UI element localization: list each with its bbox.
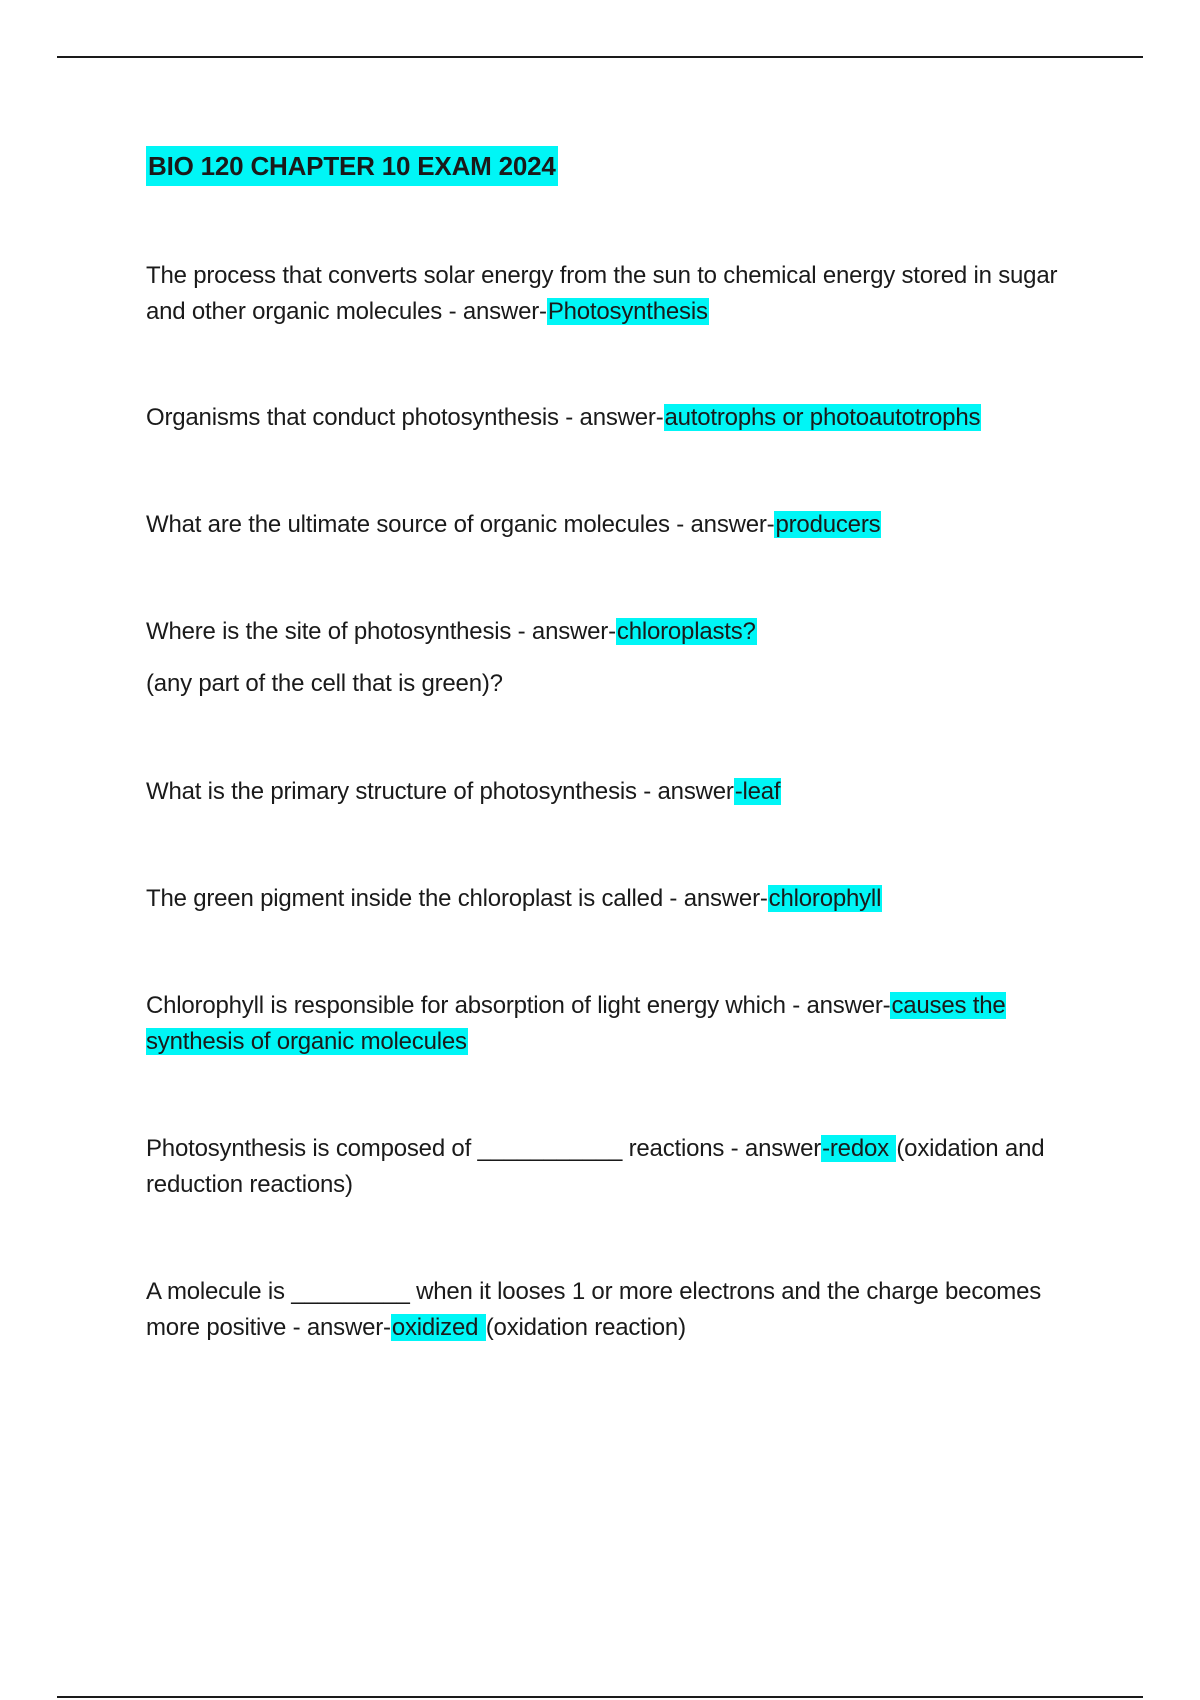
question-text: Photosynthesis is composed of ___________ reactions - answer [146, 1135, 822, 1162]
question-text: Chlorophyll is responsible for absorption of light energy which - answer- [146, 992, 891, 1019]
answer-highlight: chloroplasts? [616, 618, 756, 645]
qa-item-3 [146, 507, 1076, 543]
answer-highlight: -leaf [734, 778, 781, 805]
top-rule [57, 56, 1143, 58]
document-body [146, 146, 1076, 1341]
answer-suffix: (oxidation and reduction reactions) [146, 1135, 1045, 1198]
answer-suffix: (oxidation reaction) [485, 1314, 686, 1341]
qa-item-1 [146, 258, 1076, 330]
answer-highlight: oxidized [391, 1314, 485, 1341]
answer-highlight: chlorophyll [768, 885, 882, 912]
qa-item-4 [146, 614, 1076, 650]
answer-highlight: Photosynthesis [547, 298, 708, 325]
question-text: What is the primary structure of photosynthesis - answer [146, 778, 734, 805]
note-text: (any part of the cell that is green)? [146, 670, 503, 697]
answer-highlight: causes the synthesis of organic molecules [146, 992, 1006, 1055]
answer-highlight: -redox [822, 1135, 896, 1162]
question-text: A molecule is _________ when it looses 1 or more electrons and the charge becomes more positive - answer- [146, 1278, 1042, 1341]
qa-item-4-note [146, 666, 1076, 702]
qa-item-7 [146, 988, 1076, 1060]
question-text: The process that converts solar energy from the sun to chemical energy stored in sugar and other organic molecules - answer- [146, 262, 1058, 325]
question-text: Organisms that conduct photosynthesis - answer- [146, 404, 664, 431]
question-text: The green pigment inside the chloroplast is called - answer- [146, 885, 768, 912]
answer-highlight: producers [775, 511, 881, 538]
qa-item-5 [146, 774, 1076, 810]
answer-highlight: autotrophs or photoautotrophs [664, 404, 981, 431]
qa-item-6 [146, 881, 1076, 917]
question-text: Where is the site of photosynthesis - answer- [146, 618, 616, 645]
qa-item-2 [146, 400, 1076, 436]
qa-item-9 [146, 1274, 1076, 1346]
qa-item-8 [146, 1131, 1076, 1203]
bottom-rule [57, 1696, 1143, 1698]
document-title: BIO 120 CHAPTER 10 EXAM 2024 [146, 146, 558, 186]
question-text: What are the ultimate source of organic molecules - answer- [146, 511, 775, 538]
